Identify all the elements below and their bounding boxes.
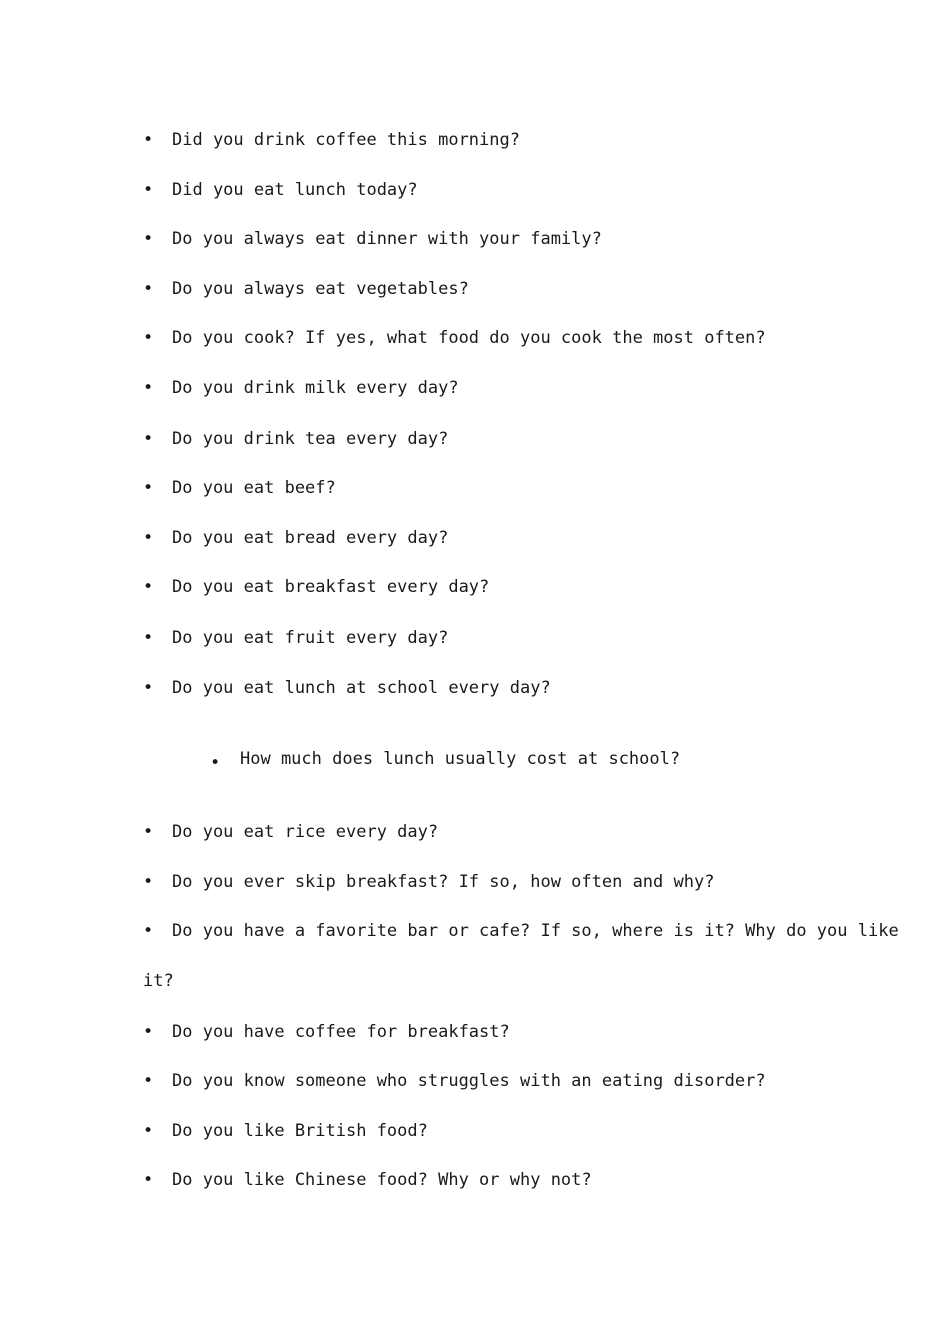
question-text: Did you eat lunch today?: [172, 180, 418, 200]
question-text: Did you drink coffee this morning?: [172, 130, 520, 150]
bullet: •: [143, 678, 154, 698]
question-text: Do you like British food?: [172, 1121, 428, 1141]
bullet: •: [143, 872, 154, 892]
question-text: Do you eat breakfast every day?: [172, 577, 490, 597]
bullet: •: [143, 130, 154, 150]
question-text: it?: [143, 971, 174, 991]
question-text: Do you have coffee for breakfast?: [172, 1022, 510, 1042]
bullet: •: [143, 1170, 154, 1190]
bullet: •: [143, 478, 154, 498]
question-text: Do you drink milk every day?: [172, 378, 459, 398]
bullet: •: [143, 1121, 154, 1141]
bullet: •: [143, 628, 154, 648]
question-text: How much does lunch usually cost at school?: [240, 749, 681, 769]
question-text: Do you eat fruit every day?: [172, 628, 449, 648]
question-text: Do you know someone who struggles with an eating disorder?: [172, 1071, 766, 1091]
bullet: •: [143, 921, 154, 941]
question-text: Do you like Chinese food? Why or why not?: [172, 1170, 592, 1190]
question-text: Do you always eat dinner with your family?: [172, 229, 602, 249]
question-text: Do you ever skip breakfast? If so, how often and why?: [172, 872, 715, 892]
bullet: •: [143, 229, 154, 249]
bullet: •: [143, 328, 154, 348]
bullet: •: [143, 577, 154, 597]
question-text: Do you have a favorite bar or cafe? If so, where is it? Why do you like: [172, 921, 899, 941]
question-text: Do you eat lunch at school every day?: [172, 678, 551, 698]
question-text: Do you always eat vegetables?: [172, 279, 469, 299]
bullet: •: [143, 1022, 154, 1042]
bullet: •: [143, 279, 154, 299]
bullet: •: [210, 753, 221, 773]
question-text: Do you eat beef?: [172, 478, 336, 498]
bullet: •: [143, 429, 154, 449]
question-text: Do you drink tea every day?: [172, 429, 449, 449]
question-text: Do you cook? If yes, what food do you cook the most often?: [172, 328, 766, 348]
bullet: •: [143, 378, 154, 398]
question-text: Do you eat rice every day?: [172, 822, 439, 842]
question-text: Do you eat bread every day?: [172, 528, 449, 548]
bullet: •: [143, 822, 154, 842]
bullet: •: [143, 528, 154, 548]
bullet: •: [143, 1071, 154, 1091]
bullet: •: [143, 180, 154, 200]
